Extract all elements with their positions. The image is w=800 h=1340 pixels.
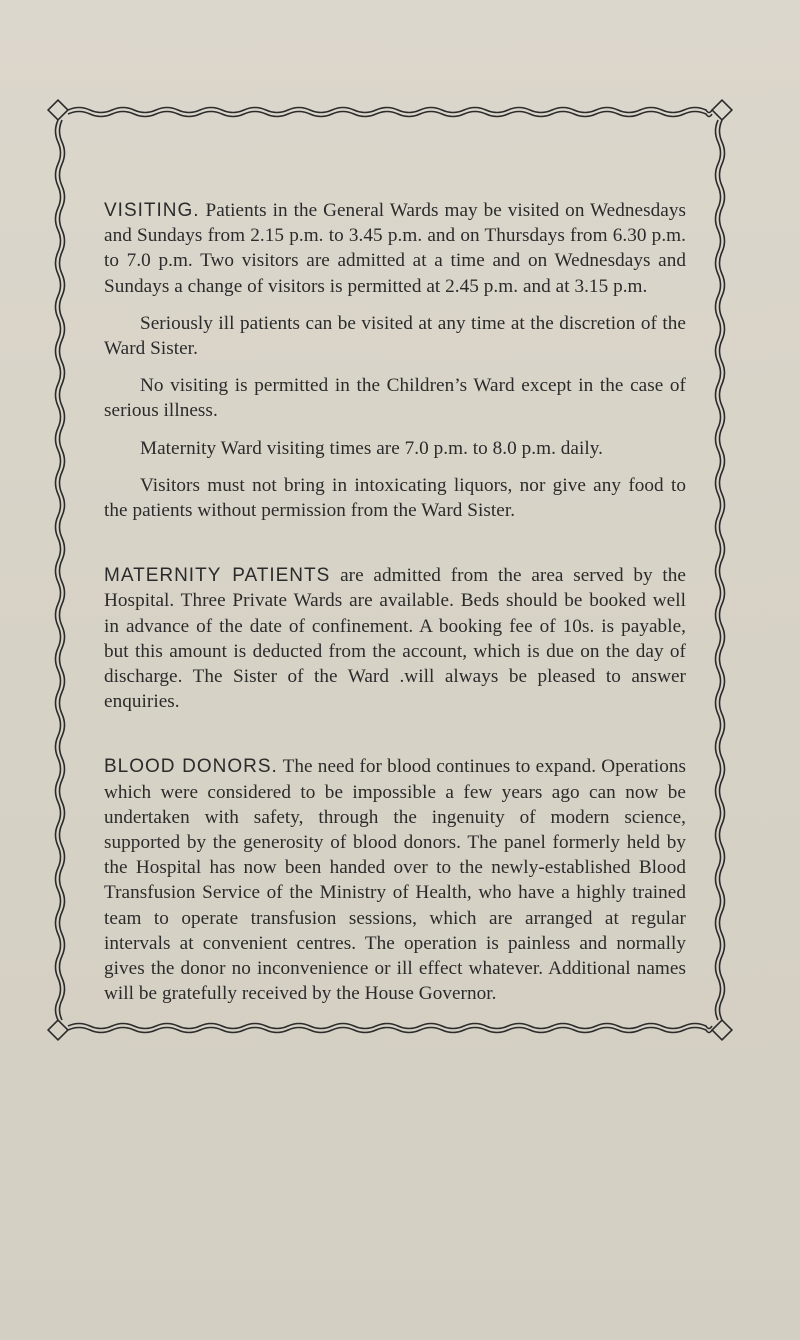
corner-ornament-icon — [48, 100, 68, 120]
blood-donors-section — [104, 754, 686, 1006]
corner-ornament-icon — [48, 1020, 68, 1040]
visiting-paragraph-1 — [104, 198, 686, 299]
visiting-heading: VISITING. — [104, 200, 200, 221]
maternity-paragraph-text: are admitted from the area served by the Hospital. Three Private Wards are available. Beds should be booked well in advance of the date of confinement. A booking fee of 10s. is payable, but this amount is deducted from the account, which is due on the day of discharge. The Sister of the Ward .will always be pleased to answer enquiries. — [104, 565, 686, 713]
border-top-strand-1 — [68, 112, 712, 117]
visiting-paragraph-2: Seriously ill patients can be visited at any time at the discretion of the Ward Sister. — [104, 312, 686, 360]
maternity-heading: MATERNITY PATIENTS — [104, 565, 331, 587]
border-bottom-strand-0 — [68, 1028, 712, 1033]
visiting-section — [104, 198, 686, 523]
blood-donors-paragraph-text: The need for blood continues to expand. Operations which were considered to be impossible a few years ago can now be undertaken with safety, through the ingenuity of modern science, supported by the generosity of blood donors. The panel formerly held by the Hospital has now been handed over to the newly-established Blood Transfusion Service of the Ministry of Health, who have a highly trained team to operate transfusion sessions, which are arranged at regular intervals at convenient centres. The operation is painless and normally gives the donor no inconvenience or ill effect whatever. Additional names will be gratefully received by the House Governor. — [104, 756, 686, 1005]
corner-ornament-icon — [712, 100, 732, 120]
visiting-paragraph-4: Maternity Ward visiting times are 7.0 p.m. to 8.0 p.m. daily. — [140, 437, 604, 459]
corner-ornament-icon — [712, 1020, 732, 1040]
maternity-paragraph — [104, 563, 686, 714]
visiting-paragraph-3: No visiting is permitted in the Children’s Ward except in the case of serious illness. — [104, 375, 686, 422]
border-right-strand-0 — [720, 120, 725, 1020]
blood-donors-paragraph — [104, 754, 686, 1006]
maternity-section — [104, 563, 686, 714]
notice-content — [104, 198, 686, 1006]
border-left-strand-1 — [60, 120, 65, 1020]
blood-donors-heading: BLOOD DONORS. — [104, 756, 278, 778]
visiting-paragraph-5: Visitors must not bring in intoxicating liquors, nor give any food to the patients without permission from the Ward Sister. — [104, 474, 686, 522]
visiting-paragraph-1-text: Patients in the General Wards may be visited on Wednesdays and Sundays from 2.15 p.m. to 3.45 p.m. and on Thursdays from 6.30 p.m. to 7.0 p.m. Two visitors are admitted at a time and on Wednesdays and Sundays a change of visitors is permitted at 2.45 p.m. and at 3.15 p.m. — [104, 200, 686, 297]
